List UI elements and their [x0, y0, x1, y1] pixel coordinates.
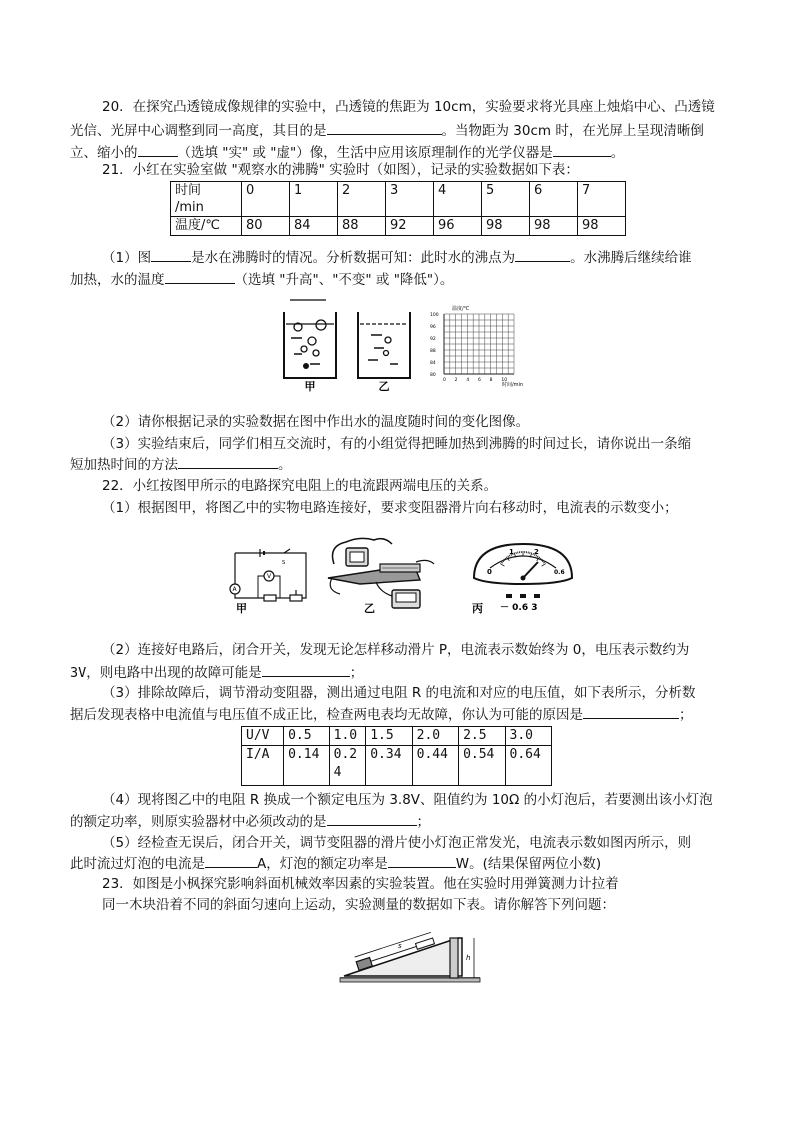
fig-label-bing: 丙: [472, 602, 483, 615]
q21-blank-temp-change[interactable]: [165, 269, 235, 284]
q23-line1: 23．如图是小枫探究影响斜面机械效率因素的实验装置。他在实验时用弹簧测力计拉着: [102, 876, 619, 892]
svg-text:1: 1: [509, 548, 514, 556]
fig-label-yi: 乙: [364, 602, 375, 615]
y-tick-label: 92: [430, 337, 436, 342]
dial-tick: [516, 552, 517, 554]
q20-line3b: （选填 "实" 或 "虚"）像，生活中应用该原理制作的光学仪器是: [177, 145, 553, 161]
svg-text:A: A: [232, 586, 237, 593]
q22-p3c: ；: [679, 707, 693, 723]
svg-text:0: 0: [487, 568, 492, 576]
support-block: [450, 938, 458, 978]
q21-p1e: （选填 "升高"、"不变" 或 "降低"）。: [234, 272, 454, 288]
incline-s-label: s: [398, 942, 402, 950]
table-cell: 0.34: [366, 746, 412, 786]
q22-blank-change[interactable]: [327, 811, 417, 826]
x-tick-label: 10: [501, 378, 508, 383]
q22-p5c: A，灯泡的额定功率是: [257, 856, 388, 872]
incline-plane: [344, 938, 462, 976]
table-cell: 2: [338, 182, 386, 217]
q22-p3-line1: （3）排除故障后，调节滑动变阻器，测出通过电阻 R 的电流和对应的电压值，如下表所示，分析数: [102, 685, 696, 701]
q22-blank-fault[interactable]: [262, 662, 350, 677]
q21-p1d: 加热，水的温度: [70, 272, 165, 288]
y-tick-label: 80: [430, 373, 436, 378]
q20-blank-purpose[interactable]: [327, 120, 442, 135]
q20-line2a: 光信、光屏中心调整到同一高度，其目的是: [70, 123, 327, 139]
y-tick-label: 84: [430, 361, 436, 366]
y-tick-label: 96: [430, 325, 436, 330]
q22-p2b: 3V，则电路中出现的故障可能是: [70, 665, 262, 681]
q22-p1: （1）根据图甲，将图乙中的实物电路连接好，要求变阻器滑片向右移动时，电流表的示数变小；: [102, 500, 678, 516]
table-cell: 7: [578, 182, 626, 217]
table-cell: 1: [290, 182, 338, 217]
q21-blank-boiling-point[interactable]: [515, 247, 570, 262]
table-cell: 80: [242, 217, 290, 236]
fig-label-yi: 乙: [378, 380, 390, 393]
beaker-figure: [276, 298, 426, 393]
table-cell: 6: [530, 182, 578, 217]
ammeter-dial-bing: [470, 540, 576, 620]
table-cell: 4: [434, 182, 482, 217]
q21-p1-line2: [70, 269, 453, 290]
q21-intro: 21．小红在实验室做 "观察水的沸腾" 实验时（如图），记录的实验数据如下表：: [102, 162, 579, 178]
x-tick-label: 2: [454, 378, 458, 383]
table-row-temp: [171, 217, 626, 236]
q20-line3a: 立、缩小的: [70, 145, 138, 161]
q21-blank-method[interactable]: [178, 454, 278, 469]
svg-text:V: V: [267, 573, 272, 580]
x-tick-label: 6: [478, 378, 481, 383]
q22-p5-line2: [70, 853, 601, 874]
table-cell: 2.5: [459, 727, 505, 746]
table-cell: 2.0: [412, 727, 458, 746]
q22-p5b: 此时流过灯泡的电流是: [70, 856, 205, 872]
q22-p4c: ；: [416, 814, 430, 830]
table-cell: 3: [386, 182, 434, 217]
svg-text:S: S: [282, 560, 286, 566]
q22-p3-line2: [70, 704, 693, 725]
q21-p3b: 短加热时间的方法: [70, 457, 178, 473]
table-cell: 0.2 4: [329, 746, 366, 786]
q22-p2c: ；: [349, 665, 364, 681]
beaker-yi: [358, 312, 410, 378]
q20-blank-image-type[interactable]: [138, 142, 178, 157]
physical-circuit-yi: [320, 534, 442, 616]
q21-p1-line1: [102, 247, 692, 268]
q21-p1a: （1）图: [102, 250, 152, 266]
table-cell: 0: [242, 182, 290, 217]
q20-line2: [70, 120, 704, 141]
q22-blank-reason[interactable]: [583, 704, 679, 719]
q21-p1c: 。水沸腾后继续给谁: [570, 250, 692, 266]
q21-p3c: 。: [278, 457, 292, 473]
table-cell: 1.5: [366, 727, 412, 746]
table-cell: 98: [530, 217, 578, 236]
graph-xlabel: 时间/min: [502, 382, 524, 388]
table-cell: 3.0: [505, 727, 552, 746]
circuit-diagram-jia: [230, 548, 312, 614]
table-cell: 98: [578, 217, 626, 236]
table-row-time: [171, 182, 626, 217]
incline-figure: [338, 926, 488, 986]
ui-data-table: [241, 726, 552, 786]
table-cell: 0.64: [505, 746, 552, 786]
rheostat-symbol: [290, 595, 302, 601]
table-header-u: U/V: [242, 727, 284, 746]
svg-text:2: 2: [534, 548, 539, 556]
table-cell: 96: [434, 217, 482, 236]
q22-p4-line2: [70, 811, 430, 832]
q22-p5d: W。(结果保留两位小数): [455, 856, 602, 872]
svg-text:0.6: 0.6: [554, 569, 565, 576]
x-tick-label: 8: [489, 378, 493, 383]
table-cell: 84: [290, 217, 338, 236]
q21-p2: （2）请你根据记录的实验数据在图中作出水的温度随时间的变化图像。: [102, 414, 530, 430]
x-tick-label: 0: [443, 378, 446, 383]
table-cell: 0.14: [284, 746, 330, 786]
table-cell: 0.5: [284, 727, 330, 746]
incline-h-label: h: [466, 954, 471, 962]
q22-p2-line1: （2）连接好电路后，闭合开关，发现无论怎样移动滑片 P，电流表示数始终为 0，电压表示数约为: [102, 642, 690, 658]
meter-terminals: － 0.6 3: [500, 603, 538, 613]
temperature-time-graph: [430, 304, 542, 388]
table-header-i: I/A: [242, 746, 284, 786]
q22-blank-power[interactable]: [388, 853, 456, 868]
table-cell: 5: [482, 182, 530, 217]
q20-line3c: 。: [610, 145, 625, 161]
table-header-temp: 温度/℃: [171, 217, 242, 236]
table-cell: 98: [482, 217, 530, 236]
table-cell: 1.0: [329, 727, 366, 746]
resistor-symbol: [264, 595, 276, 601]
table-cell: 0.54: [459, 746, 505, 786]
q22-intro: 22．小红按图甲所示的电路探究电阻上的电流跟两端电压的关系。: [102, 478, 498, 494]
q22-p2-line2: [70, 662, 363, 683]
q22-p3b: 据后发现表格中电流值与电压值不成正比，检查两电表均无故障，你认为可能的原因是: [70, 707, 583, 723]
fig-label-jia: 甲: [236, 602, 247, 615]
graph-ylabel: 温度/℃: [452, 306, 470, 312]
table-cell: 88: [338, 217, 386, 236]
table-cell: 92: [386, 217, 434, 236]
table-header-time: 时间 /min: [171, 182, 242, 217]
dial-tick: [530, 552, 531, 554]
q22-p4b: 的额定功率，则原实验器材中必须改动的是: [70, 814, 327, 830]
q23-line2: 同一木块沿着不同的斜面匀速向上运动，实验测量的数据如下表。请你解答下列问题：: [102, 897, 615, 913]
q21-p1b: 是水在沸腾时的情况。分析数据可知：此时水的沸点为: [191, 250, 516, 266]
y-tick-label: 88: [430, 349, 436, 354]
q21-p3-line1: （3）实验结束后，同学们相互交流时，有的小组觉得把睡加热到沸腾的时间过长，请你说出一条缩: [102, 436, 692, 452]
q22-blank-current[interactable]: [205, 853, 257, 868]
q21-blank-figure[interactable]: [151, 247, 191, 262]
table-row-current: [242, 746, 552, 786]
table-row-voltage: [242, 727, 552, 746]
y-tick-label: 100: [430, 313, 439, 318]
q20-blank-instrument[interactable]: [553, 142, 611, 157]
q20-line2b: 。当物距为 30cm 时，在光屏上呈现清晰倒: [441, 123, 704, 139]
q22-p4-line1: （4）现将图乙中的电阻 R 换成一个额定电压为 3.8V、阻值约为 10Ω 的小灯泡后，若要测出该小灯泡: [102, 792, 713, 808]
boiling-data-table: [170, 181, 626, 236]
fig-label-jia: 甲: [304, 380, 316, 393]
x-tick-label: 4: [466, 378, 470, 383]
q20-line1: 20．在探究凸透镜成像规律的实验中，凸透镜的焦距为 10cm，实验要求将光具座上烛焰中心、凸透镜: [102, 99, 715, 115]
q21-p3-line2: [70, 454, 292, 475]
q22-p5-line1: （5）经检查无误后，闭合开关，调节变阻器的滑片使小灯泡正常发光，电流表示数如图丙所示，则: [102, 835, 692, 851]
table-cell: 0.44: [412, 746, 458, 786]
